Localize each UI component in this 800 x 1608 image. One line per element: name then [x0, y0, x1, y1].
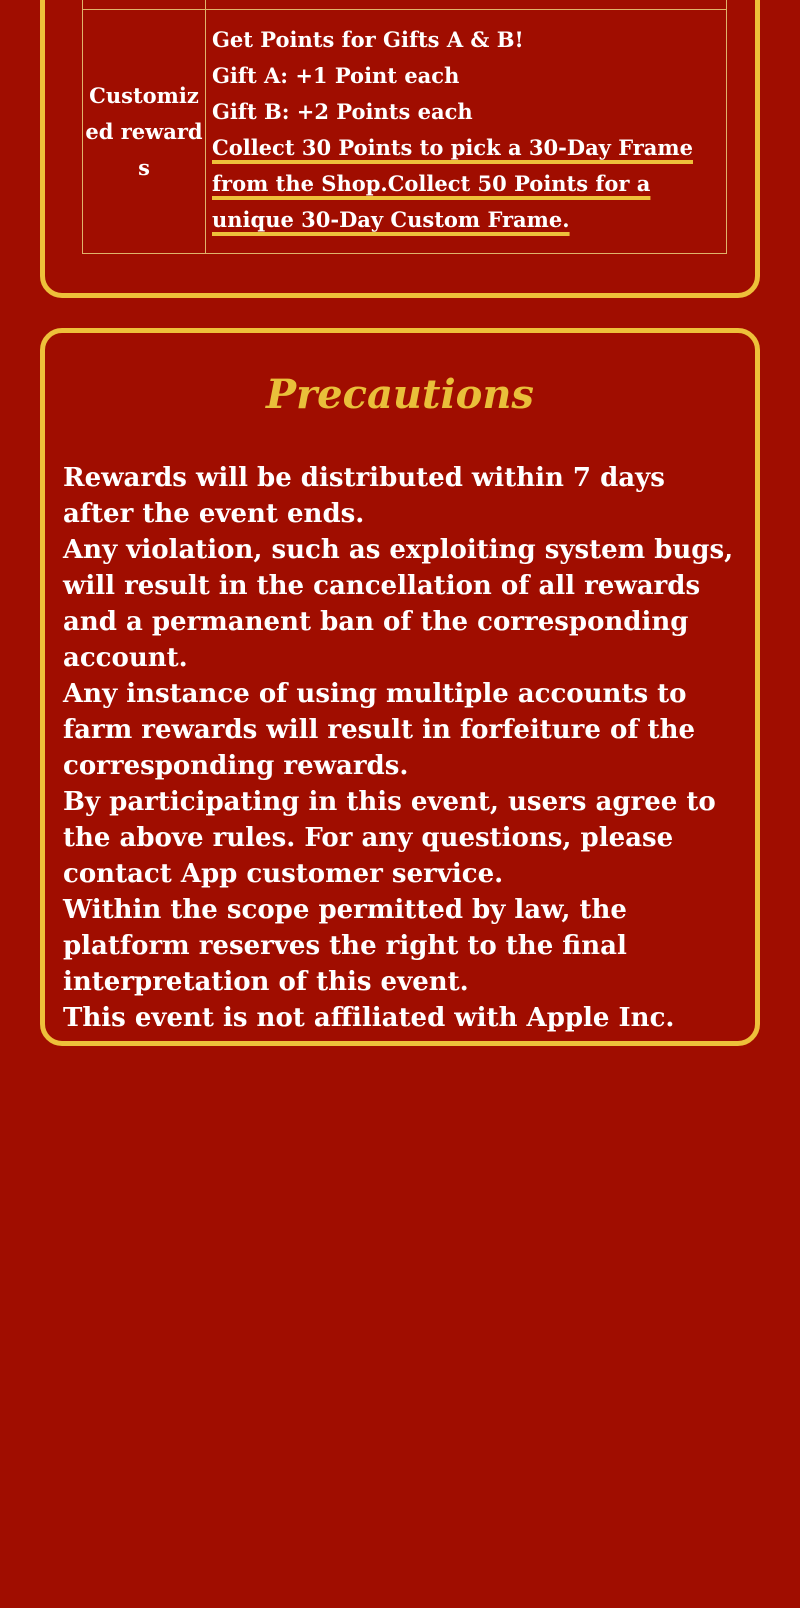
table-row-customized-rewards	[83, 10, 727, 254]
rewards-line: Get Points for Gifts A & B!	[212, 27, 524, 52]
table-cell	[83, 0, 206, 10]
rewards-table	[82, 0, 727, 254]
table-cell	[206, 0, 727, 10]
precaution-item: Any violation, such as exploiting system bugs, will result in the cancellation of all rewards and a permanent ban of the corresponding account.	[63, 535, 734, 673]
rewards-card	[40, 0, 760, 298]
rewards-row-label: Customized rewards	[83, 10, 206, 254]
precautions-list	[63, 460, 739, 1036]
precautions-title: Precautions	[266, 371, 534, 418]
precaution-item: Any instance of using multiple accounts to farm rewards will result in forfeiture of the corresponding rewards.	[63, 679, 696, 781]
precautions-card	[40, 328, 760, 1046]
precaution-item: Within the scope permitted by law, the platform reserves the right to the final interpretation of this event.	[63, 895, 627, 997]
precaution-item: Rewards will be distributed within 7 days after the event ends.	[63, 463, 665, 529]
precaution-item: This event is not affiliated with Apple Inc.	[63, 1003, 675, 1033]
rewards-line: Gift B: +2 Points each	[212, 99, 473, 124]
table-row-previous	[83, 0, 727, 10]
rewards-highlight-text: Collect 30 Points to pick a 30-Day Frame from the Shop.Collect 50 Points for a unique 30-Day Custom Frame.	[212, 135, 693, 232]
rewards-line: Gift A: +1 Point each	[212, 63, 460, 88]
rewards-row-content	[206, 10, 727, 254]
precaution-item: By participating in this event, users agree to the above rules. For any questions, please contact App customer service.	[63, 787, 716, 889]
